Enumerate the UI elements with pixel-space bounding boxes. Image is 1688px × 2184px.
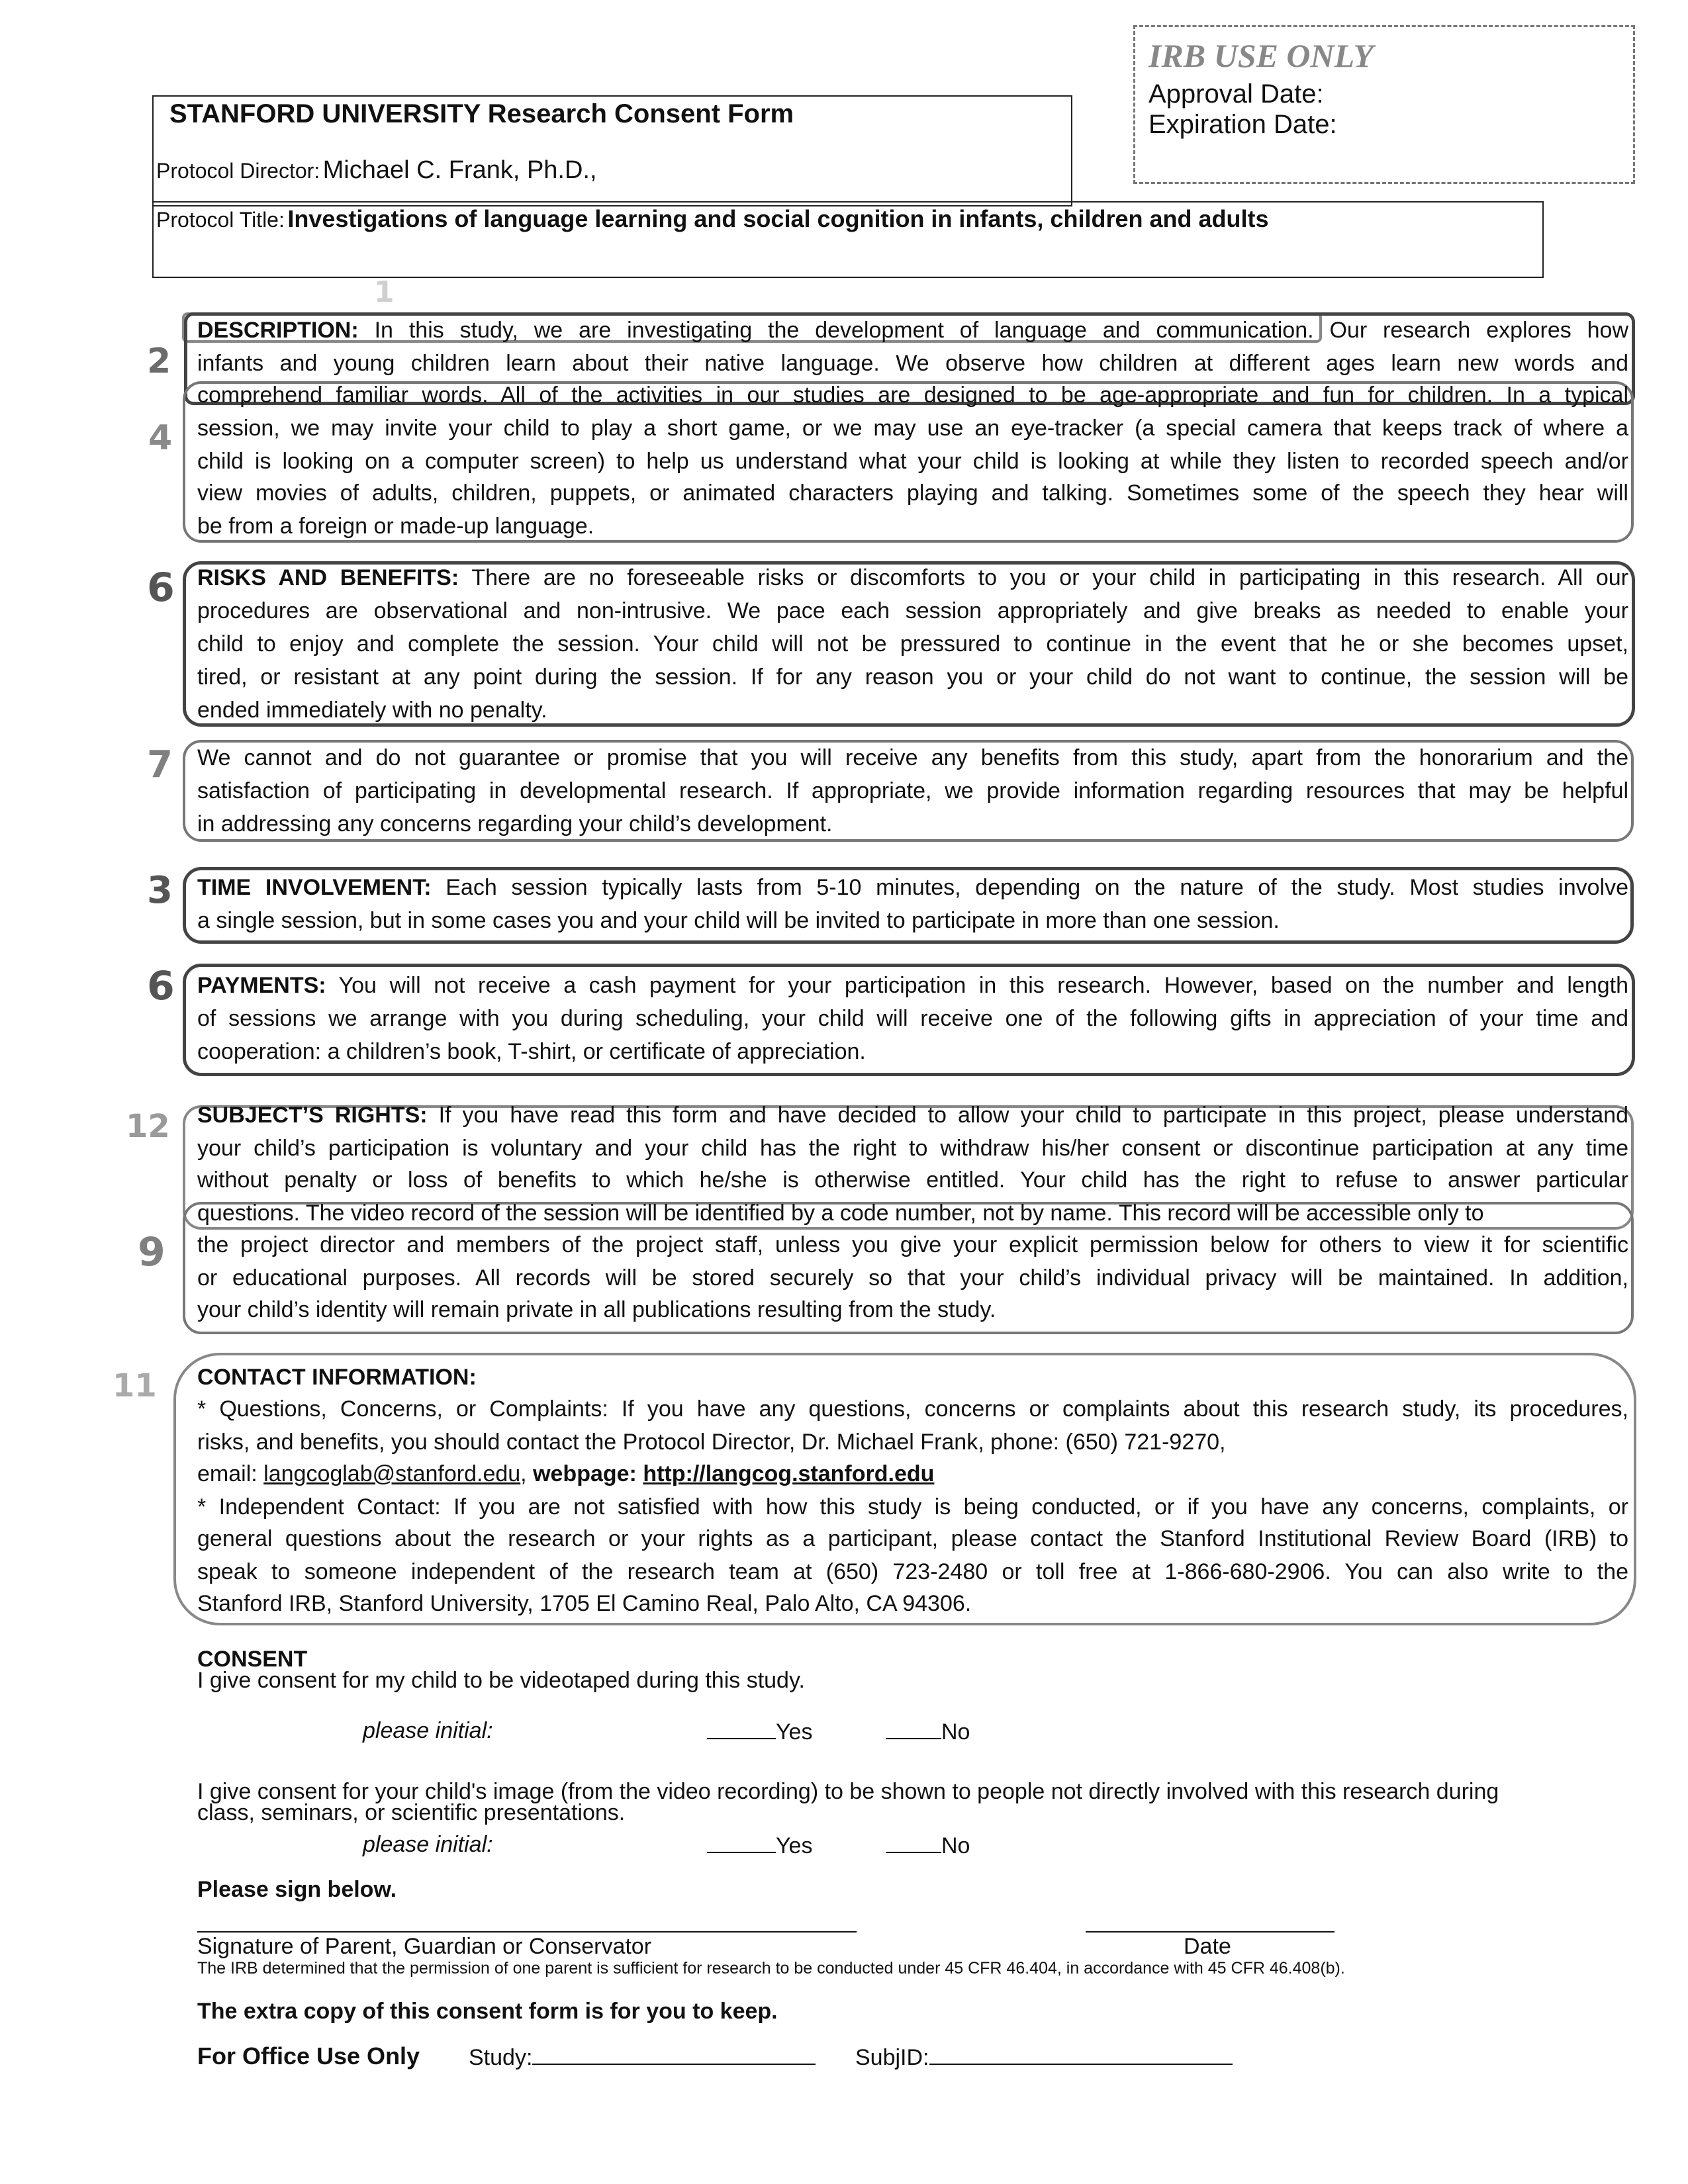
protocol-title-label: Protocol Title: xyxy=(156,208,285,232)
protocol-director-label: Protocol Director: xyxy=(156,159,320,183)
payments-heading: PAYMENTS: xyxy=(197,973,326,998)
rights-heading: SUBJECT’S RIGHTS: xyxy=(197,1103,428,1128)
description-line-3: comprehend familiar words. All of the activities in our studies are designed to be age-appropriate and fun for children. In a typical xyxy=(197,383,1628,408)
signature-line[interactable] xyxy=(197,1931,857,1933)
protocol-title-value: Investigations of language learning and social cognition in infants, children and adults xyxy=(287,205,1269,232)
office-use-label: For Office Use Only xyxy=(197,2042,420,2070)
form-title: STANFORD UNIVERSITY Research Consent Form xyxy=(169,99,794,128)
rights-line-7: your child’s identity will remain private in all publications resulting from the study. xyxy=(197,1297,996,1322)
initial-blank-yes-1[interactable] xyxy=(707,1718,776,1739)
subjid-blank[interactable] xyxy=(929,2044,1233,2065)
rights-line-5: the project director and members of the project staff, unless you give your explicit permission below for others to view it for scientific xyxy=(197,1232,1628,1257)
rights-line-2: your child’s participation is voluntary and your child has the right to withdraw his/her consent or discontinue participation at any time xyxy=(197,1136,1628,1161)
description-line-7: be from a foreign or made-up language. xyxy=(197,514,594,539)
contact-line-5: general questions about the research or your rights as a participant, please contact the Stanford Institutional Review Board (IRB) to xyxy=(197,1526,1628,1551)
irb-note: The IRB determined that the permission of one parent is sufficient for research to be conducted under 45 CFR 46.404, in accordance with 45 CFR 46.408(b). xyxy=(197,1959,1345,1978)
annotation-number-4: 4 xyxy=(148,418,173,458)
consent-question-2-line-1: I give consent for your child's image (from the video recording) to be shown to people not directly involved with this research during xyxy=(197,1779,1499,1804)
contact-line-1: * Questions, Concerns, or Complaints: If you have any questions, concerns or complaints about this research study, its procedures, xyxy=(197,1396,1628,1422)
contact-line-3: email: langcoglab@stanford.edu, webpage: http://langcog.stanford.edu xyxy=(197,1461,935,1486)
signature-label: Signature of Parent, Guardian or Conservator xyxy=(197,1934,652,1959)
description-line-6: view movies of adults, children, puppets, or animated characters playing and talking. Sometimes some of the speech they hear will xyxy=(197,480,1628,506)
email-link[interactable]: langcoglab@stanford.edu xyxy=(263,1461,521,1486)
annotation-box-11 xyxy=(173,1353,1636,1625)
webpage-label: webpage: xyxy=(533,1461,637,1486)
rights-line-4: questions. The video record of the session will be identified by a code number, not by name. This record will be accessible only to xyxy=(197,1201,1484,1226)
sign-prompt: Please sign below. xyxy=(197,1877,397,1902)
date-label: Date xyxy=(1184,1934,1231,1959)
description-line-1: DESCRIPTION: In this study, we are investigating the development of language and communication. Our research explores how xyxy=(197,318,1629,343)
contact-line-7: Stanford IRB, Stanford University, 1705 El Camino Real, Palo Alto, CA 94306. xyxy=(197,1591,972,1616)
payments-line-2: of sessions we arrange with you during scheduling, your child will receive one of the following gifts in appreciation of your time and xyxy=(197,1006,1628,1031)
annotation-number-6b: 6 xyxy=(147,963,175,1009)
description-line-5: child is looking on a computer screen) to help us understand what your child is looking at while they listen to recorded speech and/or xyxy=(197,449,1628,474)
time-line-1: TIME INVOLVEMENT: Each session typically lasts from 5-10 minutes, depending on the nature of the study. Most studies involve xyxy=(197,875,1628,900)
protocol-director-value: Michael C. Frank, Ph.D., xyxy=(322,156,597,184)
risks-heading: RISKS AND BENEFITS: xyxy=(197,565,459,590)
annotation-number-3: 3 xyxy=(147,869,173,912)
rights-line-6: or educational purposes. All records will be stored securely so that your child’s individual privacy will be maintained. In addition, xyxy=(197,1265,1628,1291)
description-heading: DESCRIPTION: xyxy=(197,318,359,343)
risks-line-3: child to enjoy and complete the session. Your child will not be pressured to continue in the event that he or she becomes upset, xyxy=(197,631,1628,657)
time-heading: TIME INVOLVEMENT: xyxy=(197,875,432,900)
payments-line-3: cooperation: a children’s book, T-shirt, or certificate of appreciation. xyxy=(197,1039,866,1064)
date-line[interactable] xyxy=(1086,1931,1335,1933)
protocol-title xyxy=(156,205,1268,233)
annotation-number-12: 12 xyxy=(126,1108,170,1145)
annotation-number-2: 2 xyxy=(147,341,171,381)
consent-1-yes[interactable]: Yes xyxy=(707,1718,812,1745)
irb-title: IRB USE ONLY xyxy=(1149,37,1374,74)
initial-label-1: please initial: xyxy=(363,1718,493,1743)
consent-heading: CONSENT xyxy=(197,1647,308,1672)
initial-label-2: please initial: xyxy=(363,1832,493,1857)
contact-line-6: speak to someone independent of the research team at (650) 723-2480 or toll free at 1-866-680-2906. You can also write to the xyxy=(197,1559,1628,1584)
approval-date-label: Approval Date: xyxy=(1149,79,1324,109)
consent-2-yes[interactable]: Yes xyxy=(707,1832,812,1859)
subjid-field[interactable]: SubjID: xyxy=(855,2044,1233,2071)
initial-blank-no-2[interactable] xyxy=(886,1832,941,1853)
risks-line-2: procedures are observational and non-intrusive. We pace each session appropriately and give breaks as needed to enable your xyxy=(197,598,1628,623)
payments-line-1: PAYMENTS: You will not receive a cash payment for your participation in this research. However, based on the number and length xyxy=(197,973,1628,998)
rights-line-1: SUBJECT’S RIGHTS: If you have read this form and have decided to allow your child to participate in this project, please understand xyxy=(197,1103,1628,1128)
consent-question-1: I give consent for my child to be videotaped during this study. xyxy=(197,1668,805,1693)
consent-question-2-line-2: class, seminars, or scientific presentations. xyxy=(197,1800,626,1825)
study-field[interactable]: Study: xyxy=(469,2044,816,2071)
expiration-date-label: Expiration Date: xyxy=(1149,110,1337,139)
annotation-number-9: 9 xyxy=(138,1229,165,1275)
risks-line-5: ended immediately with no penalty. xyxy=(197,698,547,723)
annotation-number-7: 7 xyxy=(147,743,173,786)
benefits-line-2: satisfaction of participating in developmental research. If appropriate, we provide information regarding resources that may be helpful xyxy=(197,778,1628,803)
contact-line-4: * Independent Contact: If you are not satisfied with how this study is being conducted, or if you have any concerns, complaints, or xyxy=(197,1494,1628,1520)
description-line-2: infants and young children learn about their native language. We observe how children at different ages learn new words and xyxy=(197,351,1628,376)
rights-line-3: without penalty or loss of benefits to which he/she is otherwise entitled. Your child has the right to refuse to answer particular xyxy=(197,1167,1628,1193)
annotation-number-11: 11 xyxy=(113,1367,157,1404)
benefits-line-3: in addressing any concerns regarding your child’s development. xyxy=(197,811,833,837)
webpage-link[interactable]: http://langcog.stanford.edu xyxy=(643,1461,935,1486)
extra-copy-note: The extra copy of this consent form is for you to keep. xyxy=(197,1999,778,2024)
annotation-number-1: 1 xyxy=(374,275,395,309)
contact-line-2: risks, and benefits, you should contact the Protocol Director, Dr. Michael Frank, phone: (650) 721-9270, xyxy=(197,1430,1226,1455)
description-line-4: session, we may invite your child to play a short game, or we may use an eye-tracker (a special camera that keeps track of where a xyxy=(197,416,1628,441)
consent-2-no[interactable]: No xyxy=(886,1832,970,1859)
consent-1-no[interactable]: No xyxy=(886,1718,970,1745)
time-line-2: a single session, but in some cases you and your child will be invited to participate in more than one session. xyxy=(197,908,1280,933)
protocol-director xyxy=(156,156,597,185)
risks-line-4: tired, or resistant at any point during the session. If for any reason you or your child do not want to continue, the session will be xyxy=(197,664,1628,690)
initial-blank-no-1[interactable] xyxy=(886,1718,941,1739)
annotation-number-6a: 6 xyxy=(147,565,175,611)
initial-blank-yes-2[interactable] xyxy=(707,1832,776,1853)
contact-heading: CONTACT INFORMATION: xyxy=(197,1365,477,1390)
study-blank[interactable] xyxy=(532,2044,816,2065)
benefits-line-1: We cannot and do not guarantee or promise that you will receive any benefits from this study, apart from the honorarium and the xyxy=(197,745,1628,770)
risks-line-1: RISKS AND BENEFITS: There are no foreseeable risks or discomforts to you or your child in participating in this research. All our xyxy=(197,565,1628,590)
